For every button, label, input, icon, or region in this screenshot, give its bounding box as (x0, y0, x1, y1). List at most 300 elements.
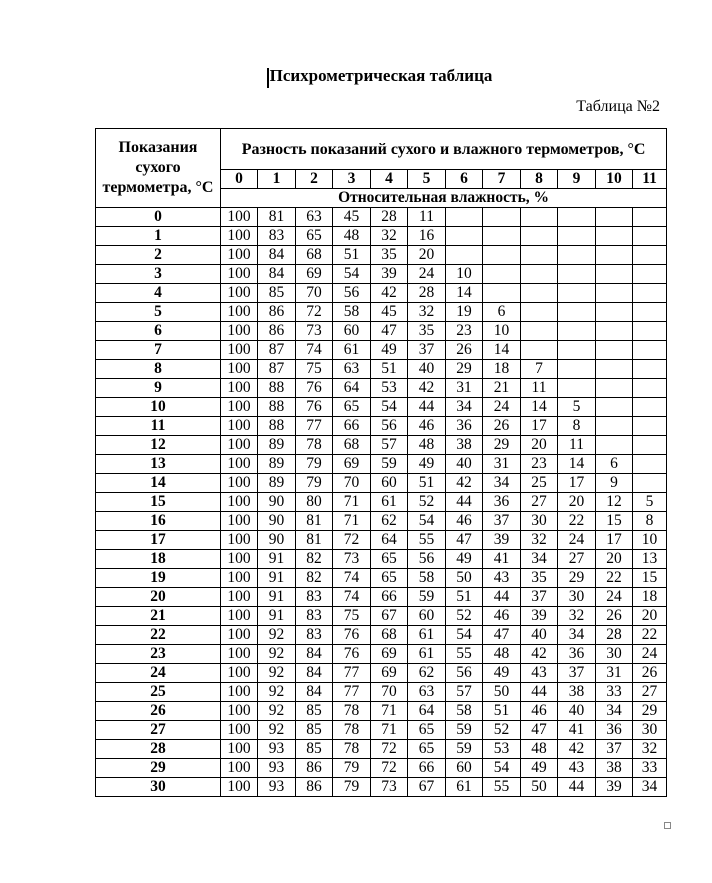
dry-temperature-cell: 19 (96, 569, 221, 588)
humidity-cell: 58 (333, 303, 371, 322)
humidity-cell: 89 (258, 455, 296, 474)
humidity-cell (446, 227, 483, 246)
table-row (96, 550, 667, 569)
humidity-cell (633, 474, 667, 493)
dry-temperature-cell: 4 (96, 284, 221, 303)
humidity-cell: 24 (558, 531, 596, 550)
humidity-cell: 55 (446, 645, 483, 664)
humidity-cell: 100 (221, 512, 258, 531)
humidity-cell: 31 (596, 664, 633, 683)
humidity-cell: 29 (558, 569, 596, 588)
dry-thermometer-header: Показания сухого термометра, °С (96, 129, 221, 208)
humidity-cell: 8 (558, 417, 596, 436)
dry-temperature-cell: 25 (96, 683, 221, 702)
humidity-cell: 40 (446, 455, 483, 474)
humidity-cell: 93 (258, 740, 296, 759)
difference-value: 10 (596, 170, 633, 189)
humidity-cell: 11 (521, 379, 558, 398)
humidity-cell: 50 (521, 778, 558, 797)
humidity-cell: 80 (296, 493, 333, 512)
humidity-cell: 35 (408, 322, 446, 341)
table-resize-handle[interactable] (664, 822, 671, 829)
humidity-cell: 71 (333, 493, 371, 512)
humidity-cell: 31 (446, 379, 483, 398)
humidity-cell: 84 (258, 265, 296, 284)
humidity-cell (596, 436, 633, 455)
humidity-cell: 55 (483, 778, 521, 797)
humidity-cell (596, 379, 633, 398)
humidity-cell: 6 (596, 455, 633, 474)
humidity-cell: 48 (333, 227, 371, 246)
humidity-cell: 32 (558, 607, 596, 626)
humidity-cell (596, 322, 633, 341)
humidity-cell: 33 (596, 683, 633, 702)
humidity-cell: 73 (296, 322, 333, 341)
humidity-cell: 20 (558, 493, 596, 512)
dry-temperature-cell: 6 (96, 322, 221, 341)
humidity-cell: 100 (221, 379, 258, 398)
humidity-cell: 78 (296, 436, 333, 455)
humidity-cell: 44 (558, 778, 596, 797)
humidity-cell: 48 (483, 645, 521, 664)
humidity-cell: 93 (258, 759, 296, 778)
table-row (96, 493, 667, 512)
humidity-cell: 36 (558, 645, 596, 664)
humidity-cell: 48 (408, 436, 446, 455)
humidity-cell: 76 (296, 398, 333, 417)
dry-temperature-cell: 22 (96, 626, 221, 645)
humidity-cell: 18 (633, 588, 667, 607)
humidity-cell (558, 303, 596, 322)
humidity-cell: 55 (408, 531, 446, 550)
humidity-cell: 91 (258, 569, 296, 588)
humidity-cell: 31 (483, 455, 521, 474)
humidity-cell: 61 (333, 341, 371, 360)
humidity-cell: 17 (558, 474, 596, 493)
table-row (96, 398, 667, 417)
table-row (96, 265, 667, 284)
humidity-cell: 9 (596, 474, 633, 493)
humidity-cell: 42 (446, 474, 483, 493)
humidity-cell: 100 (221, 360, 258, 379)
humidity-cell (633, 265, 667, 284)
difference-value: 3 (333, 170, 371, 189)
humidity-cell: 24 (596, 588, 633, 607)
humidity-cell: 79 (296, 455, 333, 474)
humidity-cell: 43 (558, 759, 596, 778)
humidity-cell: 100 (221, 398, 258, 417)
humidity-cell: 87 (258, 360, 296, 379)
humidity-cell: 81 (296, 531, 333, 550)
humidity-cell: 37 (408, 341, 446, 360)
humidity-cell: 42 (408, 379, 446, 398)
table-row (96, 664, 667, 683)
humidity-cell: 75 (333, 607, 371, 626)
humidity-cell: 18 (483, 360, 521, 379)
humidity-cell: 45 (333, 208, 371, 227)
humidity-cell: 74 (296, 341, 333, 360)
humidity-cell (521, 265, 558, 284)
humidity-cell (596, 360, 633, 379)
humidity-cell: 59 (371, 455, 408, 474)
table-row (96, 246, 667, 265)
humidity-cell: 28 (408, 284, 446, 303)
humidity-cell: 100 (221, 493, 258, 512)
humidity-cell (558, 341, 596, 360)
humidity-cell: 37 (596, 740, 633, 759)
table-row (96, 303, 667, 322)
humidity-cell: 30 (596, 645, 633, 664)
humidity-cell: 92 (258, 626, 296, 645)
humidity-cell: 28 (371, 208, 408, 227)
humidity-cell: 100 (221, 227, 258, 246)
humidity-cell: 14 (483, 341, 521, 360)
humidity-cell: 61 (408, 626, 446, 645)
humidity-cell: 44 (521, 683, 558, 702)
humidity-cell: 56 (333, 284, 371, 303)
humidity-cell: 85 (296, 740, 333, 759)
difference-value: 2 (296, 170, 333, 189)
humidity-cell: 100 (221, 436, 258, 455)
humidity-cell (483, 284, 521, 303)
humidity-cell: 17 (596, 531, 633, 550)
humidity-cell: 92 (258, 645, 296, 664)
humidity-cell: 79 (333, 759, 371, 778)
humidity-cell: 67 (371, 607, 408, 626)
humidity-cell: 41 (558, 721, 596, 740)
humidity-cell: 36 (483, 493, 521, 512)
humidity-cell: 59 (408, 588, 446, 607)
humidity-cell: 91 (258, 607, 296, 626)
humidity-cell: 41 (483, 550, 521, 569)
humidity-cell: 78 (333, 740, 371, 759)
humidity-cell: 56 (371, 417, 408, 436)
humidity-cell: 54 (333, 265, 371, 284)
humidity-cell: 34 (633, 778, 667, 797)
humidity-cell: 49 (446, 550, 483, 569)
humidity-cell: 44 (408, 398, 446, 417)
humidity-cell: 34 (558, 626, 596, 645)
humidity-cell: 10 (446, 265, 483, 284)
humidity-cell: 10 (633, 531, 667, 550)
humidity-cell: 72 (333, 531, 371, 550)
humidity-cell (558, 208, 596, 227)
humidity-cell: 86 (296, 759, 333, 778)
humidity-cell: 68 (333, 436, 371, 455)
humidity-cell: 28 (596, 626, 633, 645)
humidity-cell (446, 208, 483, 227)
humidity-cell: 60 (408, 607, 446, 626)
humidity-cell: 92 (258, 702, 296, 721)
humidity-cell: 61 (446, 778, 483, 797)
humidity-cell: 86 (258, 303, 296, 322)
humidity-cell: 52 (408, 493, 446, 512)
humidity-cell: 35 (521, 569, 558, 588)
humidity-cell: 19 (446, 303, 483, 322)
humidity-cell: 68 (296, 246, 333, 265)
humidity-cell: 60 (371, 474, 408, 493)
humidity-cell (596, 246, 633, 265)
humidity-cell: 51 (446, 588, 483, 607)
humidity-cell: 72 (371, 740, 408, 759)
humidity-cell: 5 (633, 493, 667, 512)
humidity-cell: 37 (558, 664, 596, 683)
humidity-cell: 56 (408, 550, 446, 569)
table-row (96, 360, 667, 379)
humidity-cell: 46 (483, 607, 521, 626)
humidity-cell: 36 (596, 721, 633, 740)
humidity-cell: 52 (446, 607, 483, 626)
humidity-cell: 59 (446, 740, 483, 759)
humidity-cell: 34 (446, 398, 483, 417)
humidity-cell: 32 (633, 740, 667, 759)
humidity-cell (483, 246, 521, 265)
humidity-cell: 65 (408, 740, 446, 759)
humidity-cell: 47 (371, 322, 408, 341)
humidity-cell: 58 (408, 569, 446, 588)
dry-temperature-cell: 28 (96, 740, 221, 759)
humidity-cell: 47 (521, 721, 558, 740)
humidity-cell: 27 (633, 683, 667, 702)
humidity-cell: 24 (633, 645, 667, 664)
humidity-cell: 75 (296, 360, 333, 379)
dry-temperature-cell: 0 (96, 208, 221, 227)
humidity-cell: 100 (221, 208, 258, 227)
humidity-cell: 81 (258, 208, 296, 227)
humidity-cell: 62 (371, 512, 408, 531)
table-row (96, 569, 667, 588)
humidity-cell: 14 (446, 284, 483, 303)
humidity-cell: 51 (333, 246, 371, 265)
humidity-cell: 49 (371, 341, 408, 360)
humidity-cell (633, 284, 667, 303)
humidity-cell: 76 (333, 645, 371, 664)
humidity-cell: 27 (521, 493, 558, 512)
humidity-cell: 88 (258, 417, 296, 436)
humidity-cell: 73 (333, 550, 371, 569)
humidity-cell (633, 455, 667, 474)
humidity-cell (633, 417, 667, 436)
humidity-cell: 66 (408, 759, 446, 778)
table-row (96, 607, 667, 626)
dry-temperature-cell: 27 (96, 721, 221, 740)
humidity-cell (596, 265, 633, 284)
humidity-cell: 63 (296, 208, 333, 227)
humidity-cell: 16 (408, 227, 446, 246)
humidity-cell: 25 (521, 474, 558, 493)
humidity-cell: 100 (221, 303, 258, 322)
humidity-cell: 12 (596, 493, 633, 512)
humidity-cell (521, 227, 558, 246)
humidity-cell: 76 (333, 626, 371, 645)
humidity-cell: 46 (446, 512, 483, 531)
humidity-cell: 49 (408, 455, 446, 474)
humidity-cell: 20 (521, 436, 558, 455)
humidity-cell: 92 (258, 664, 296, 683)
humidity-cell (633, 398, 667, 417)
humidity-cell: 100 (221, 778, 258, 797)
difference-header: Разность показаний сухого и влажного термометров, °С (221, 129, 667, 170)
humidity-cell: 89 (258, 436, 296, 455)
humidity-cell: 84 (296, 645, 333, 664)
humidity-cell: 100 (221, 474, 258, 493)
humidity-cell: 30 (558, 588, 596, 607)
dry-temperature-cell: 16 (96, 512, 221, 531)
difference-value: 5 (408, 170, 446, 189)
table-row (96, 455, 667, 474)
humidity-cell: 42 (371, 284, 408, 303)
humidity-cell: 67 (408, 778, 446, 797)
humidity-cell (596, 208, 633, 227)
humidity-cell: 40 (558, 702, 596, 721)
humidity-cell: 77 (333, 683, 371, 702)
humidity-cell: 23 (446, 322, 483, 341)
humidity-cell: 100 (221, 626, 258, 645)
humidity-cell: 20 (633, 607, 667, 626)
humidity-cell: 15 (596, 512, 633, 531)
humidity-cell: 60 (446, 759, 483, 778)
humidity-cell: 100 (221, 284, 258, 303)
table-row (96, 512, 667, 531)
difference-value: 0 (221, 170, 258, 189)
humidity-cell: 74 (333, 569, 371, 588)
humidity-cell: 92 (258, 683, 296, 702)
humidity-cell: 72 (371, 759, 408, 778)
humidity-cell: 39 (521, 607, 558, 626)
humidity-cell: 64 (371, 531, 408, 550)
dry-temperature-cell: 30 (96, 778, 221, 797)
humidity-cell: 71 (371, 721, 408, 740)
humidity-cell: 34 (596, 702, 633, 721)
humidity-cell: 42 (521, 645, 558, 664)
humidity-cell: 38 (596, 759, 633, 778)
humidity-cell: 21 (483, 379, 521, 398)
humidity-cell: 51 (483, 702, 521, 721)
humidity-cell: 51 (371, 360, 408, 379)
humidity-cell (558, 265, 596, 284)
humidity-cell (596, 417, 633, 436)
humidity-cell: 54 (483, 759, 521, 778)
humidity-cell: 64 (408, 702, 446, 721)
humidity-cell: 47 (483, 626, 521, 645)
difference-value: 4 (371, 170, 408, 189)
difference-value: 6 (446, 170, 483, 189)
humidity-cell: 50 (446, 569, 483, 588)
humidity-cell: 100 (221, 531, 258, 550)
table-row (96, 531, 667, 550)
dry-temperature-cell: 13 (96, 455, 221, 474)
humidity-cell: 23 (521, 455, 558, 474)
humidity-cell: 24 (483, 398, 521, 417)
table-row (96, 778, 667, 797)
humidity-cell (521, 284, 558, 303)
humidity-cell (633, 436, 667, 455)
humidity-cell: 32 (408, 303, 446, 322)
humidity-cell (521, 303, 558, 322)
humidity-cell: 59 (446, 721, 483, 740)
humidity-cell: 84 (296, 664, 333, 683)
humidity-cell (521, 341, 558, 360)
humidity-cell: 54 (446, 626, 483, 645)
humidity-cell: 36 (446, 417, 483, 436)
humidity-cell: 54 (408, 512, 446, 531)
table-row (96, 645, 667, 664)
humidity-cell: 74 (333, 588, 371, 607)
humidity-cell: 65 (371, 569, 408, 588)
humidity-cell: 26 (633, 664, 667, 683)
humidity-cell: 8 (633, 512, 667, 531)
humidity-cell (446, 246, 483, 265)
humidity-cell: 84 (258, 246, 296, 265)
humidity-cell: 47 (446, 531, 483, 550)
humidity-cell: 34 (521, 550, 558, 569)
humidity-cell (633, 208, 667, 227)
humidity-cell: 86 (296, 778, 333, 797)
humidity-cell: 26 (483, 417, 521, 436)
humidity-cell: 20 (408, 246, 446, 265)
humidity-cell: 22 (633, 626, 667, 645)
humidity-cell: 100 (221, 417, 258, 436)
humidity-cell: 85 (258, 284, 296, 303)
humidity-cell: 30 (633, 721, 667, 740)
difference-value: 7 (483, 170, 521, 189)
humidity-cell: 88 (258, 379, 296, 398)
table-row (96, 683, 667, 702)
table-row (96, 227, 667, 246)
humidity-cell: 83 (258, 227, 296, 246)
humidity-cell: 100 (221, 455, 258, 474)
humidity-cell: 58 (446, 702, 483, 721)
humidity-cell: 43 (521, 664, 558, 683)
humidity-cell: 35 (371, 246, 408, 265)
humidity-cell: 82 (296, 569, 333, 588)
table-row (96, 379, 667, 398)
humidity-cell (633, 379, 667, 398)
humidity-cell: 71 (371, 702, 408, 721)
humidity-cell: 100 (221, 607, 258, 626)
humidity-cell (633, 246, 667, 265)
dry-temperature-cell: 29 (96, 759, 221, 778)
humidity-cell (558, 227, 596, 246)
humidity-cell: 29 (633, 702, 667, 721)
dry-temperature-cell: 1 (96, 227, 221, 246)
humidity-cell: 24 (408, 265, 446, 284)
table-number: Таблица №2 (576, 98, 660, 115)
table-row (96, 322, 667, 341)
humidity-cell: 83 (296, 626, 333, 645)
humidity-cell: 93 (258, 778, 296, 797)
humidity-cell (558, 246, 596, 265)
humidity-cell (633, 341, 667, 360)
table-row (96, 417, 667, 436)
humidity-cell: 27 (558, 550, 596, 569)
humidity-cell: 91 (258, 588, 296, 607)
humidity-cell: 76 (296, 379, 333, 398)
humidity-cell: 52 (483, 721, 521, 740)
humidity-cell: 39 (596, 778, 633, 797)
humidity-cell: 38 (558, 683, 596, 702)
dry-temperature-cell: 3 (96, 265, 221, 284)
humidity-cell: 71 (333, 512, 371, 531)
humidity-cell: 17 (521, 417, 558, 436)
table-row (96, 208, 667, 227)
humidity-cell (596, 303, 633, 322)
difference-value: 1 (258, 170, 296, 189)
humidity-cell: 65 (333, 398, 371, 417)
humidity-cell: 38 (446, 436, 483, 455)
humidity-cell: 78 (333, 721, 371, 740)
humidity-cell: 69 (371, 664, 408, 683)
